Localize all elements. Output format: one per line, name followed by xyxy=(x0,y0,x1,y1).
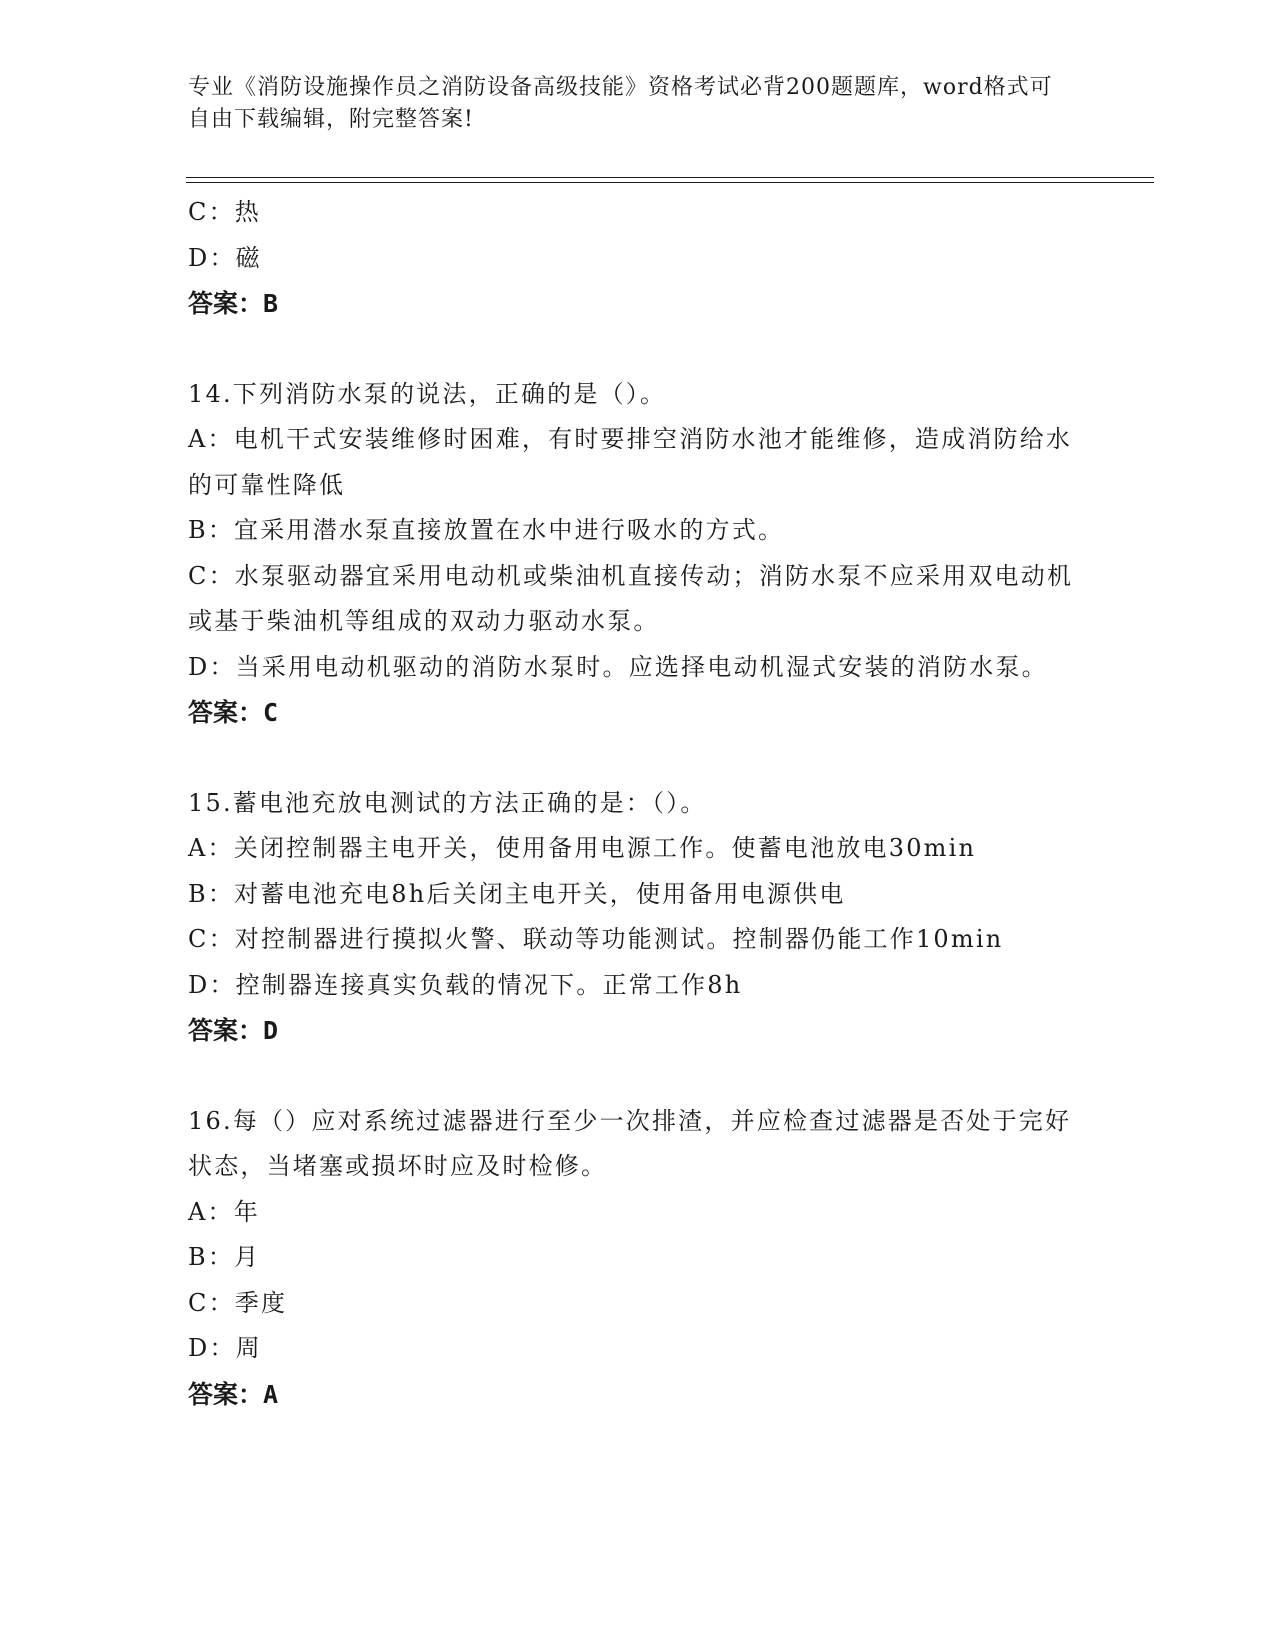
option-a: A：年 xyxy=(188,1197,260,1226)
answer-label: 答案： xyxy=(188,698,264,727)
question-stem: 14.下列消防水泵的说法，正确的是（）。 xyxy=(188,379,667,408)
option-b: B：月 xyxy=(188,1243,261,1271)
header-rule-top xyxy=(186,177,1154,178)
option-c: C：热 xyxy=(188,198,261,226)
option-c: C：水泵驱动器宜采用电动机或柴油机直接传动；消防水泵不应采用双电动机或基于柴油机等组成的双动力驱动水泵。 xyxy=(188,561,1074,635)
answer-label: 答案： xyxy=(188,289,264,318)
option-a: A：电机干式安装维修时困难，有时要排空消防水池才能维修，造成消防给水的可靠性降低 xyxy=(188,425,1073,499)
answer-label: 答案： xyxy=(188,1379,264,1409)
option-a: A：关闭控制器主电开关，使用备用电源工作。使蓄电池放电30min xyxy=(188,834,977,862)
answer-value: A xyxy=(263,1379,279,1409)
option-b: B：对蓄电池充电8h后关闭主电开关，使用备用电源供电 xyxy=(188,879,846,908)
header-rule-bottom xyxy=(186,182,1154,183)
answer-value: D xyxy=(263,1016,279,1045)
option-d: D：控制器连接真实负载的情况下。正常工作8h xyxy=(188,970,743,999)
question-16 xyxy=(188,1099,1078,1418)
option-d: D：磁 xyxy=(188,243,262,272)
question-stem: 16.每（）应对系统过滤器进行至少一次排渣，并应检查过滤器是否处于完好状态，当堵塞或损坏时应及时检修。 xyxy=(188,1106,1072,1180)
header-title: 专业《消防设施操作员之消防设备高级技能》资格考试必背200题题库，word格式可自由下载编辑，附完整答案! xyxy=(188,75,1053,132)
question-14 xyxy=(188,372,1078,736)
answer-line xyxy=(188,690,1078,736)
question-15 xyxy=(188,781,1078,1054)
option-b: B：宜采用潜水泵直接放置在水中进行吸水的方式。 xyxy=(188,516,785,544)
answer-line xyxy=(188,1372,1078,1418)
option-d: D：周 xyxy=(188,1334,262,1362)
answer-line xyxy=(188,281,1078,327)
option-d: D：当采用电动机驱动的消防水泵时。应选择电动机湿式安装的消防水泵。 xyxy=(188,652,1048,681)
document-body xyxy=(188,190,1078,1417)
answer-value: C xyxy=(263,698,279,727)
option-c: C：季度 xyxy=(188,1288,288,1317)
document-header xyxy=(188,72,1068,136)
option-c: C：对控制器进行摸拟火警、联动等功能测试。控制器仍能工作10min xyxy=(188,925,1004,953)
answer-line xyxy=(188,1008,1078,1054)
previous-question-tail xyxy=(188,190,1078,327)
answer-value: B xyxy=(263,289,279,318)
question-stem: 15.蓄电池充放电测试的方法正确的是：（）。 xyxy=(188,788,707,817)
answer-label: 答案： xyxy=(188,1016,264,1045)
